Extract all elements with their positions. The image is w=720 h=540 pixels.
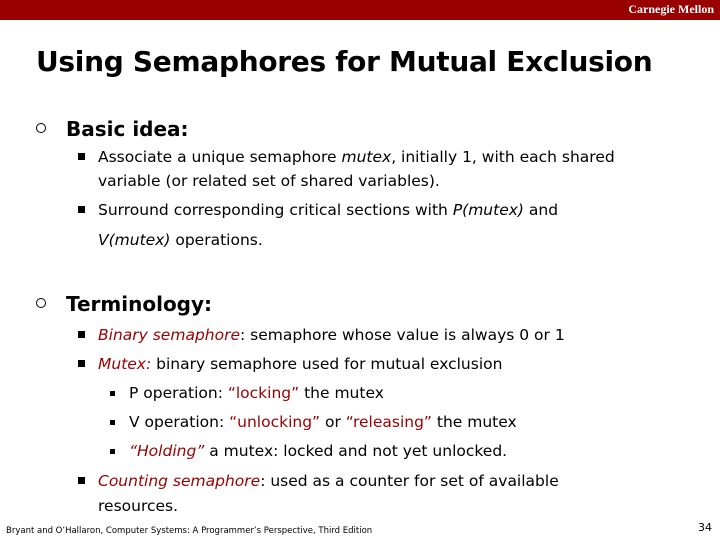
slide-title: Using Semaphores for Mutual Exclusion (36, 45, 653, 78)
square-bullet-icon (110, 449, 115, 454)
square-bullet-icon (110, 420, 115, 425)
header-bar (0, 0, 720, 20)
section-heading: Basic idea: (66, 117, 189, 141)
footer-citation: Bryant and O’Hallaron, Computer Systems: A Programmer’s Perspective, Third Edition (6, 526, 373, 536)
section-heading: Terminology: (66, 292, 213, 316)
bullet-text: Counting semaphore: used as a counter for set of available (98, 472, 559, 490)
bullet-text: Surround corresponding critical sections with P(mutex) and (98, 201, 559, 219)
bullet-text: V(mutex) operations. (98, 231, 263, 249)
square-bullet-icon (110, 391, 115, 396)
square-bullet-icon (78, 331, 85, 338)
brand-label: Carnegie Mellon (628, 2, 714, 16)
bullet-text: Mutex: binary semaphore used for mutual exclusion (98, 355, 503, 373)
bullet-text: resources. (98, 497, 179, 515)
bullet-text: Binary semaphore: semaphore whose value is always 0 or 1 (98, 326, 565, 344)
square-bullet-icon (78, 360, 85, 367)
page-number: 34 (698, 521, 712, 534)
ring-bullet-icon (36, 298, 46, 308)
square-bullet-icon (78, 477, 85, 484)
bullet-text: P operation: “locking” the mutex (129, 384, 384, 402)
bullet-text: “Holding” a mutex: locked and not yet unlocked. (129, 442, 508, 460)
square-bullet-icon (78, 153, 85, 160)
bullet-text: variable (or related set of shared variables). (98, 172, 440, 190)
square-bullet-icon (78, 206, 85, 213)
bullet-text: Associate a unique semaphore mutex, initially 1, with each shared (98, 148, 615, 166)
bullet-text: V operation: “unlocking” or “releasing” the mutex (129, 413, 517, 431)
ring-bullet-icon (36, 123, 46, 133)
